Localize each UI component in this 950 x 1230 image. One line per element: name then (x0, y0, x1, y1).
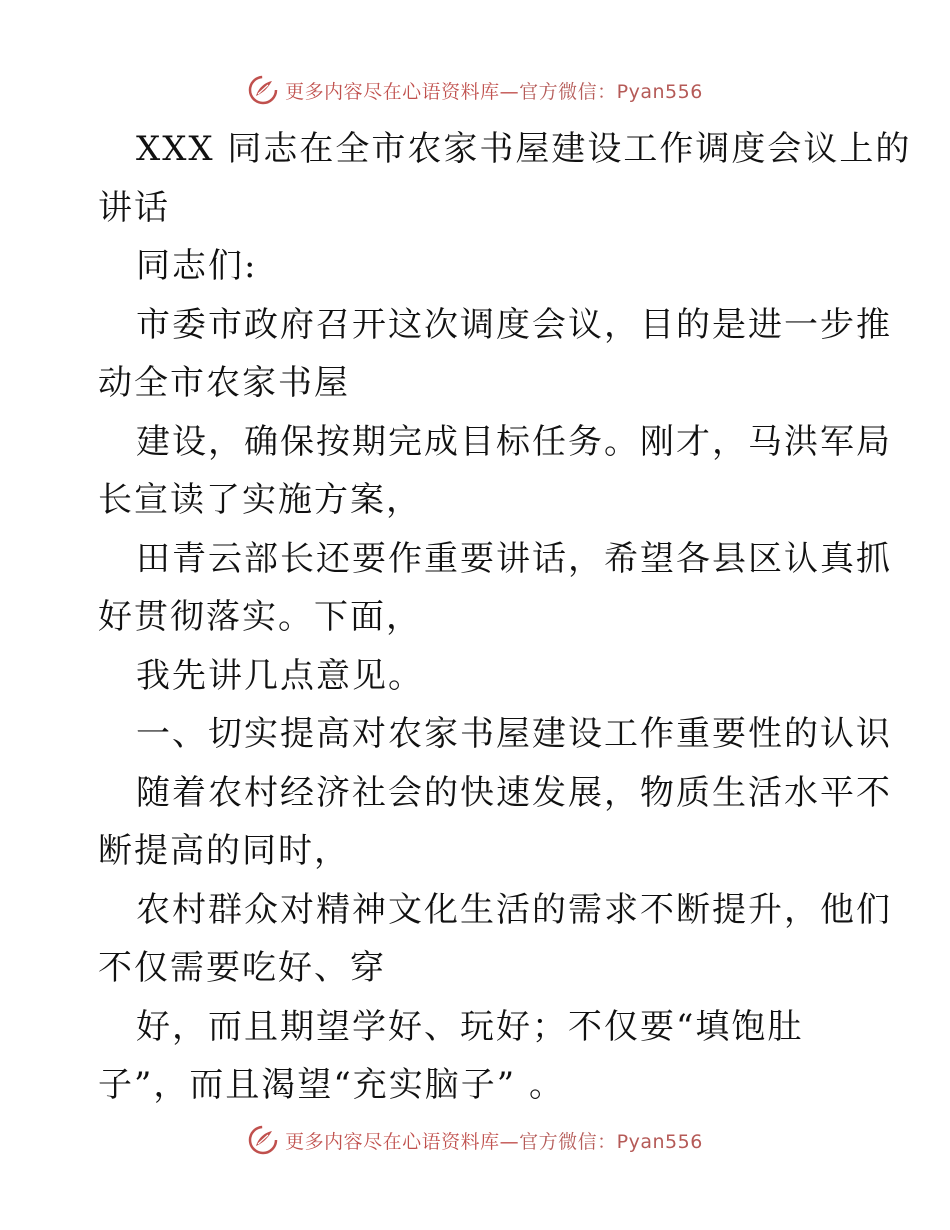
text-line: 长宣读了实施方案， (98, 480, 422, 520)
footer-watermark-banner (0, 1120, 950, 1160)
text-line: 好，而且期望学好、玩好；不仅要“填饱肚 (136, 1006, 804, 1047)
document-body (98, 120, 912, 1115)
banner-text (285, 77, 703, 104)
swirl-leaf-logo-icon (247, 1124, 279, 1156)
text-line: 农村群众对精神文化生活的需求不断提升，他们 (136, 889, 892, 930)
banner-wechat: 官方微信：Pyan556 (519, 1130, 703, 1153)
text-line: 同志们: (136, 246, 258, 286)
text-line: 建设，确保按期完成目标任务。刚才，马洪军局 (136, 421, 892, 462)
swirl-leaf-logo-icon (247, 74, 279, 106)
banner-text (285, 1127, 703, 1154)
text-line: 好贯彻落实。下面， (98, 597, 422, 637)
banner-slogan: 更多内容尽在心语资料库— (285, 80, 520, 103)
text-line: 田青云部长还要作重要讲话，希望各县区认真抓 (136, 538, 892, 579)
text-line: 市委市政府召开这次调度会议，目的是进一步推 (136, 304, 892, 345)
text-line: 我先讲几点意见。 (136, 655, 424, 696)
text-line: XXX 同志在全市农家书屋建设工作调度会议上的 (136, 129, 912, 169)
text-line: 随着农村经济社会的快速发展，物质生活水平不 (136, 772, 892, 813)
text-line: 断提高的同时， (98, 831, 350, 871)
banner-wechat: 官方微信：Pyan556 (519, 80, 703, 103)
text-line: 不仅需要吃好、穿 (98, 948, 386, 988)
text-line: 一、切实提高对农家书屋建设工作重要性的认识 (136, 714, 892, 754)
text-line: 动全市农家书屋 (98, 363, 350, 403)
text-line: 讲话 (98, 187, 170, 228)
banner-slogan: 更多内容尽在心语资料库— (285, 1130, 520, 1153)
header-watermark-banner (0, 70, 950, 110)
text-line: 子”，而且渴望“充实脑子” 。 (98, 1065, 565, 1105)
